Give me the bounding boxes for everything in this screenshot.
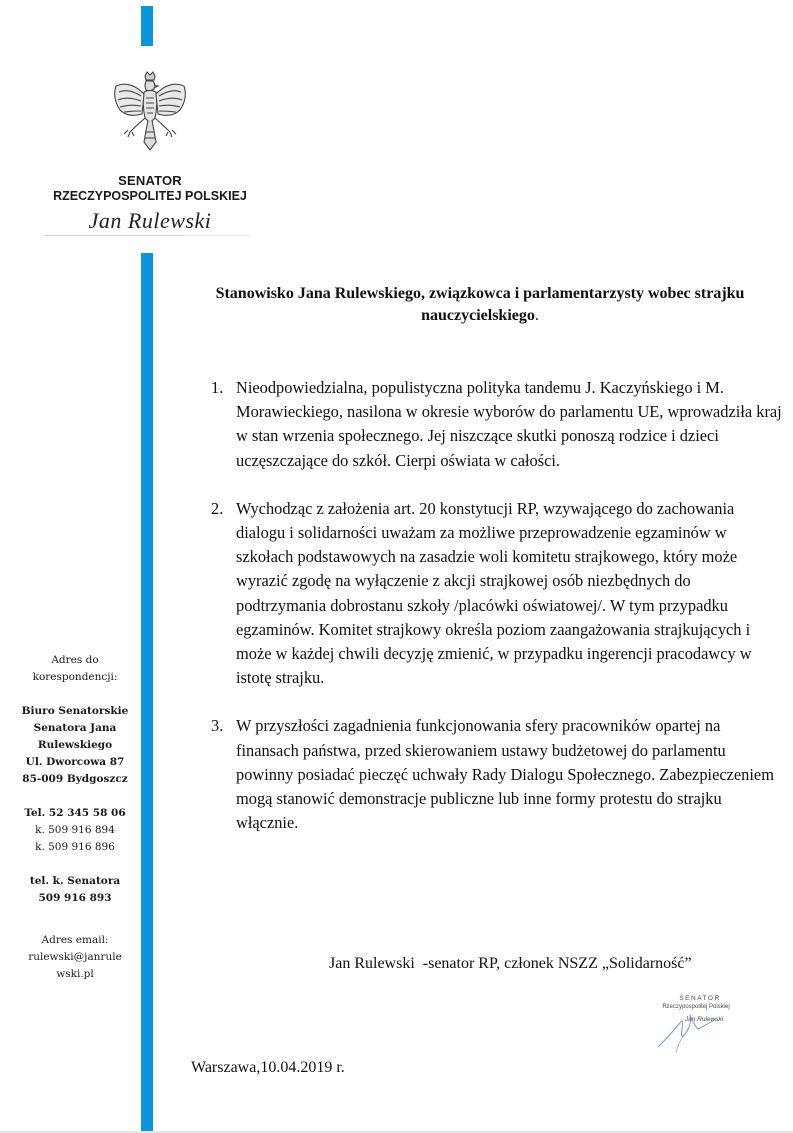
email-address: wski.pl bbox=[56, 968, 94, 980]
statement-point bbox=[211, 714, 782, 835]
letterhead-divider bbox=[44, 235, 184, 236]
document-title-period: . bbox=[534, 307, 539, 324]
phone-main: Tel. 52 345 58 06 bbox=[24, 807, 126, 819]
letterhead-name: Jan Rulewski bbox=[88, 208, 212, 233]
handwritten-signature-icon bbox=[650, 995, 750, 1055]
office-line: Senatora Jana bbox=[33, 722, 117, 734]
senator-stamp bbox=[650, 995, 750, 1055]
stamp-line: Jan Rulewski bbox=[684, 1016, 724, 1023]
document-title bbox=[185, 283, 775, 327]
office-line: Ul. Dworcowa 87 bbox=[25, 756, 125, 768]
date-line: Warszawa,10.04.2019 r. bbox=[191, 1059, 345, 1076]
contact-label: Adres do bbox=[51, 654, 99, 666]
point-number: 2. bbox=[211, 498, 224, 518]
phone-extra: k. 509 916 894 bbox=[35, 824, 115, 836]
contact-column bbox=[14, 652, 136, 983]
accent-bar-top bbox=[141, 6, 153, 46]
letterhead-country: RZECZYPOSPOLITEJ POLSKIEJ bbox=[53, 189, 247, 203]
email-label: Adres email: bbox=[41, 934, 109, 946]
office-line: 85-009 Bydgoszcz bbox=[22, 773, 128, 785]
office-line: Biuro Senatorskie bbox=[21, 705, 129, 717]
polish-eagle-emblem-icon bbox=[108, 70, 192, 160]
letterhead-divider-fade bbox=[184, 235, 250, 236]
senator-phone-label: tel. k. Senatora bbox=[29, 875, 121, 887]
email-address: rulewski@janrule bbox=[28, 951, 122, 963]
letterhead bbox=[40, 70, 260, 234]
senator-phone: 509 916 893 bbox=[38, 892, 112, 904]
contact-label: korespondencji: bbox=[32, 671, 118, 683]
accent-bar-main bbox=[141, 253, 153, 1131]
phone-extra: k. 509 916 896 bbox=[35, 841, 115, 853]
statement-points bbox=[212, 376, 782, 835]
point-text: Wychodząc z założenia art. 20 konstytucji RP, wzywającego do zachowania dialogu i solidarności uważam za możliwe przeprowadzenie egzaminów w szkołach podstawowych na zasadzie woli komitetu strajkowego, który może wyrazić zgodę na wyłączenie z akcji strajkowej osób niezbędnych do podtrzymania dobrostanu szkoły /placówki oświatowej/. W tym przypadku egzaminów. Komitet strajkowy określa poziom zaangażowania strajkujących i może w każdej chwili decyzję zmienić, w przypadku ingerencji pracodawcy w istotę strajku. bbox=[236, 498, 752, 688]
statement-point bbox=[211, 376, 782, 473]
document-title-text: Stanowisko Jana Rulewskiego, związkowca i parlamentarzysty wobec strajku nauczycielskiego bbox=[215, 285, 745, 324]
point-text: W przyszłości zagadnienia funkcjonowania sfery pracowników opartej na finansach państwa, przed skierowaniem ustawy budżetowej do parlamentu powinny posiadać pieczęć uchwały Rady Dialogu Społecznego. Zabezpieczeniem mogą stanowić demonstracje publiczne lub inne formy protestu do strajku włącznie. bbox=[236, 716, 774, 833]
stamp-line: SENATOR bbox=[679, 995, 721, 1002]
point-number: 3. bbox=[211, 716, 224, 736]
letterhead-senator: SENATOR bbox=[118, 173, 182, 188]
point-text: Nieodpowiedzialna, populistyczna polityka tandemu J. Kaczyńskiego i M. Morawieckiego, nasilona w okresie wyborów do parlamentu UE, wprowadziła kraj w stan wrzenia społecznego. Jej niszczące skutki ponoszą rodzice i dzieci uczęszczające do szkół. Cierpi oświata w całości. bbox=[236, 378, 782, 470]
office-line: Rulewskiego bbox=[37, 739, 113, 751]
point-number: 1. bbox=[211, 378, 224, 397]
stamp-line: Rzeczypospolitej Polskiej bbox=[662, 1004, 730, 1010]
signature-line: Jan Rulewski -senator RP, członek NSZZ „Solidarność” bbox=[329, 955, 692, 972]
statement-point bbox=[211, 497, 782, 691]
